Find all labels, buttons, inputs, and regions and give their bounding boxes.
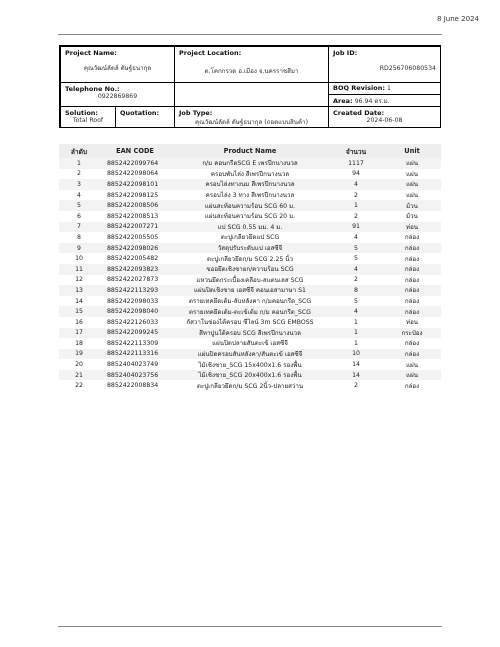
product-name: ไม้เชิงชาย_SCG 15x400x1.6 รองพื้น [198,361,302,369]
quantity: 1 [329,328,383,339]
unit: ม้วน [383,200,441,211]
quantity: 94 [352,170,360,178]
table-row [59,158,441,169]
row-index: 14 [75,297,83,305]
quantity: 5 [329,243,383,254]
unit: กล่อง [404,255,420,263]
table-row [59,232,441,243]
telephone-value: 0922869869 [97,93,138,100]
table-row [59,380,441,391]
quantity: 1 [354,339,358,347]
unit: แผ่น [406,192,418,200]
ean-code: 8852422113309 [107,339,159,347]
product-name: แผ่นปิดครอบสันหลังคา/สันตะเข้ เอสซีจี [171,349,329,360]
unit: กล่อง [404,298,420,306]
product-name: สีทาปูนใต้ครอบ SCG สีเพรปีกนางนวล [171,328,329,339]
quantity: 14 [329,370,383,381]
row-index: 19 [59,349,99,360]
row-index: 20 [75,361,83,369]
created-date-cell [328,106,441,128]
unit: กล่อง [383,306,441,317]
product-name: แผ่นสะท้อนความร้อน SCG 60 ม. [171,200,329,211]
solution-value: Total Roof [72,117,104,124]
table-row [59,349,441,360]
table-row [59,222,441,233]
column-header-ean: EAN CODE [99,144,171,158]
top-divider [58,34,442,35]
solution-cell [60,106,116,128]
quotation-cell [115,106,175,128]
quantity: 4 [329,179,383,190]
row-index: 17 [59,328,99,339]
ean-code: 8852422126033 [107,318,159,326]
product-name: ตะปูเกลียวยึดก/ม SCG 2นิ้ว-ปลายสว่าน [196,382,304,390]
ean-code: 8852422008506 [99,200,171,211]
row-index: 5 [59,200,99,211]
ean-code: 8852404023749 [107,361,159,369]
quantity: 4 [329,306,383,317]
product-name: ครอบไล่ง 3 ทาง สีเพรปีกนางนวล [205,192,295,200]
product-name: กัสวาในช่องไต้ครอบ ซีไลน์ 3m SCG EMBOSS [186,319,314,327]
table-row [59,359,441,370]
boq-revision-label: BOQ Revision: [333,84,385,92]
ean-code: 8852422098064 [107,170,159,178]
created-date-value: 2024-06-08 [366,117,403,124]
boq-revision-value: 1 [386,85,391,92]
ean-code: 8852422098125 [107,191,159,199]
quantity: 91 [329,222,383,233]
ean-code: 8852422093823 [99,264,171,275]
row-index: 1 [59,158,99,169]
created-date-label: Created Date: [333,109,385,117]
table-row [59,243,441,254]
project-location-cell [174,46,329,83]
row-index: 2 [77,170,81,178]
unit: กล่อง [383,349,441,360]
row-index: 11 [59,264,99,275]
product-name: แหวนยึดกระเบื้องเคลือบ-สแตนเลส SCG [196,276,304,284]
column-header-quantity: จำนวน [329,144,383,158]
row-index: 3 [59,179,99,190]
quantity: 1117 [329,158,383,169]
ean-code: 8852422008834 [107,382,159,390]
quantity: 1 [329,200,383,211]
quantity: 1 [354,318,358,326]
table-row [59,370,441,381]
quantity: 2 [354,191,358,199]
ean-code: 8852422098033 [107,297,159,305]
unit: กล่อง [404,382,420,390]
product-name: แผ่นปิดเชิงชาย เอสซีจี คอนเอสามาษา S1 [171,285,329,296]
ean-code: 8852422113316 [99,349,171,360]
row-index: 13 [59,285,99,296]
unit: กล่อง [404,234,420,242]
project-location-value: ต.โคกกรวด อ.เมือง จ.นครราชสีมา [204,68,299,75]
table-row [59,200,441,211]
unit: แผ่น [383,179,441,190]
job-type-value: คุณวัฒน์ลัดล์ ดัษฐ์ธนากุล (ถอดแบบสินค้า) [194,119,308,126]
quantity: 5 [354,255,358,263]
table-row [59,328,441,339]
unit: แผ่น [406,361,418,369]
unit: แผ่น [383,370,441,381]
telephone-cell [60,82,175,107]
table-row [59,285,441,296]
project-name-value: คุณวัฒน์ลัดล์ ดัษฐ์ธนากุล [83,65,152,72]
ean-code: 8852422098040 [99,306,171,317]
product-name: ไม้เชิงชาย_SCG 20x400x1.6 รองพื้น [171,370,329,381]
product-name: ตะปูเกลียวยึดก/ม SCG 2.25 นิ้ว [207,255,293,263]
row-index: 21 [59,370,99,381]
product-name: แป SCG 0.55 มม. 4 ม. [171,222,329,233]
table-row [59,253,441,264]
table-row [59,296,441,307]
table-row [59,317,441,328]
product-name: ครอบไล่งทางนม สีเพรปีกนางนวล [171,179,329,190]
row-index: 7 [59,222,99,233]
unit: กระป๋อง [383,328,441,339]
ean-code: 8852422008513 [107,212,159,220]
product-name: ตะปูเกลียวยึดแป SCG [220,234,280,242]
unit: กล่อง [383,285,441,296]
project-name-cell [60,46,175,83]
product-name: ก/ม คอนกรีตSCG E เพรปีกนางนวล [171,158,329,169]
unit: กล่อง [404,340,420,348]
row-index: 12 [75,276,83,284]
location-continuation-cell [174,82,329,107]
job-id-label: Job ID: [333,49,358,57]
area-value: 96.94 ตร.ม. [354,98,390,105]
document-date: 8 June 2024 [437,15,479,23]
table-row [59,211,441,222]
table-row [59,338,441,349]
ean-code: 8852404023756 [99,370,171,381]
unit: กล่อง [383,243,441,254]
project-location-label: Project Location: [179,49,242,57]
product-name: ตรายเทคยึดเต้ม-ลับหลังคา ก/มคอนกรีต_SCG [188,298,312,306]
job-type-cell [174,106,329,128]
unit: ม้วน [406,213,418,221]
quotation-label: Quotation: [120,109,160,117]
job-id-value: RD256706080534 [379,65,436,72]
unit: แผ่น [406,170,418,178]
product-name: ตรายเทคยึดเต้ม-ตะเข้เต้ม ก/ม คอนกรีต_SCG [171,306,329,317]
row-index: 8 [77,233,81,241]
unit: กล่อง [404,276,420,284]
ean-code: 8852422005505 [107,233,159,241]
product-name: ขออยึดเชิงชายก/ความร้อน SCG [171,264,329,275]
table-row [59,169,441,180]
quantity: 5 [354,297,358,305]
telephone-label: Telephone No.: [65,85,120,93]
unit: กล่อง [383,264,441,275]
row-index: 18 [75,339,83,347]
solution-label: Solution: [65,109,99,117]
project-name-label: Project Name: [65,49,117,57]
quantity: 14 [352,361,360,369]
ean-code: 8852422098026 [99,243,171,254]
product-name: ครอบพับไล่ง สีเพรปีกนางนวล [210,170,290,178]
column-header-index: ลำดับ [59,144,99,158]
ean-code: 8852422113293 [99,285,171,296]
table-header-row [59,144,441,158]
unit: แผ่น [383,158,441,169]
column-header-unit: Unit [383,144,441,158]
project-info-box [59,45,441,128]
quantity: 8 [329,285,383,296]
quantity: 4 [329,264,383,275]
job-id-cell [328,46,441,83]
quantity: 2 [354,212,358,220]
ean-code: 8852422007271 [99,222,171,233]
table-row [59,179,441,190]
product-name: แผ่นสะท้อนความร้อน SCG 20 ม. [204,213,296,221]
bottom-divider [58,626,442,627]
row-index: 6 [77,212,81,220]
table-row [59,190,441,201]
ean-code: 8852422098101 [99,179,171,190]
area-label: Area: [333,97,353,105]
ean-code: 8852422099764 [99,158,171,169]
row-index: 9 [59,243,99,254]
quantity: 4 [354,233,358,241]
job-type-label: Job Type: [179,109,213,117]
quantity: 10 [329,349,383,360]
quantity: 2 [354,382,358,390]
quantity: 2 [354,276,358,284]
row-index: 16 [75,318,83,326]
table-row [59,264,441,275]
row-index: 4 [77,191,81,199]
product-name: วัสดุปรับระดับแป เอสซีจี [171,243,329,254]
column-header-product: Product Name [171,144,329,158]
ean-code: 8852422099245 [99,328,171,339]
row-index: 15 [59,306,99,317]
table-row [59,275,441,286]
row-index: 10 [75,255,83,263]
ean-code: 8852422027873 [107,276,159,284]
ean-code: 8852422005482 [107,255,159,263]
unit: ท่อน [405,319,419,327]
product-name: แผ่นปิดปลายสันตะเข้ เอสซีจี [212,340,288,348]
unit: ท่อน [383,222,441,233]
row-index: 22 [75,382,83,390]
boq-items-table [59,144,441,391]
table-row [59,306,441,317]
